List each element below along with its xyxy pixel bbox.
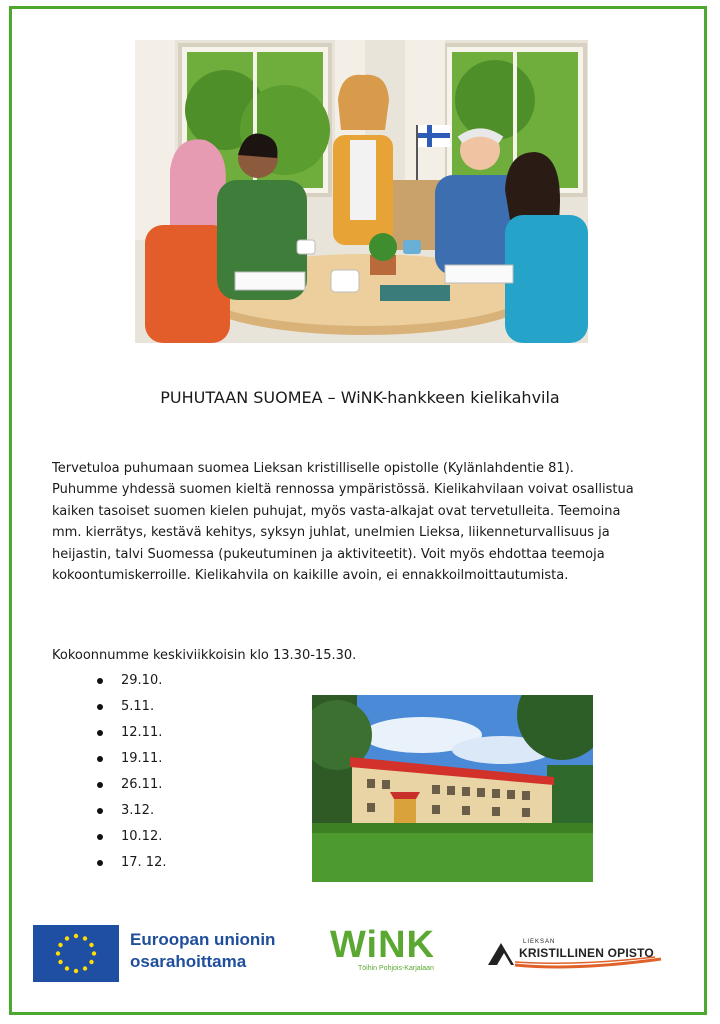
bullet-icon (97, 860, 103, 866)
wink-logo: WiNK Töihin Pohjois-Karjalaan (330, 924, 435, 972)
bullet-icon (97, 834, 103, 840)
building-photo (312, 695, 593, 882)
opisto-logo: LIEKSAN KRISTILLINEN OPISTO (485, 935, 665, 977)
list-item: 5.11. (97, 694, 166, 720)
list-item: 26.11. (97, 772, 166, 798)
list-item: 12.11. (97, 720, 166, 746)
bullet-icon (97, 678, 103, 684)
list-item: 3.12. (97, 798, 166, 824)
date-list (97, 668, 166, 876)
eu-funding-text: Euroopan unionin osarahoittama (130, 930, 276, 971)
list-item: 17. 12. (97, 850, 166, 876)
list-item: 29.10. (97, 668, 166, 694)
bullet-icon (97, 808, 103, 814)
page-title: PUHUTAAN SUOMEA – WiNK-hankkeen kielikahvila (160, 388, 560, 407)
bullet-icon (97, 704, 103, 710)
list-item: 10.12. (97, 824, 166, 850)
schedule-text: Kokoonnumme keskiviikkoisin klo 13.30-15.30. (52, 648, 357, 663)
bullet-icon (97, 730, 103, 736)
hero-illustration (135, 40, 588, 343)
eu-flag-icon (33, 925, 119, 982)
intro-paragraph: Tervetuloa puhumaan suomea Lieksan kristilliselle opistolle (Kylänlahdentie 81). Puhumme yhdessä suomen kieltä rennossa ympäristössä. Kielikahvilaan voivat osallistua kaiken tasoiset suomen kielen puhujat, myös vasta-alkajat ovat tervetulleita. Teemoina mm. kierrätys, kestävä kehitys, syksyn juhlat, unelmien Lieksa, liikenneturvallisuus ja heijastin, talvi Suomessa (pukeutuminen ja aktiviteetit). Voit myös ehdottaa teemoja kokoontumiskerroille. Kielikahvila on kaikille avoin, ei ennakkoilmoittautumista. (52, 461, 634, 584)
bullet-icon (97, 782, 103, 788)
list-item: 19.11. (97, 746, 166, 772)
bullet-icon (97, 756, 103, 762)
